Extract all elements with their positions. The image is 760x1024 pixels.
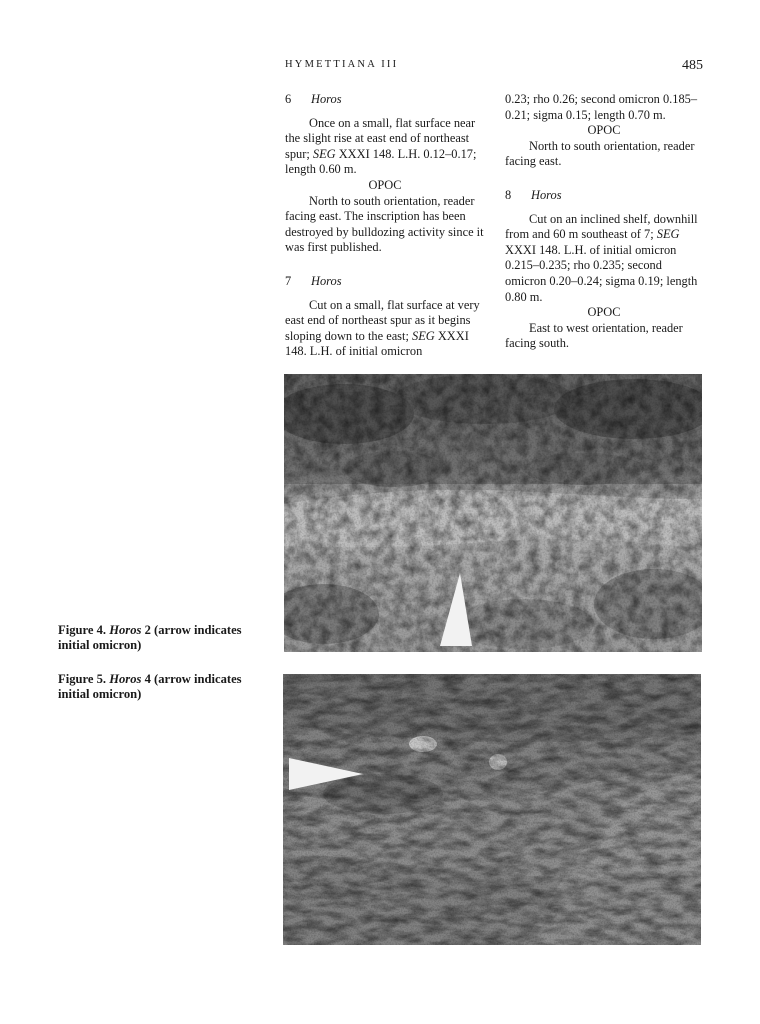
figure-5-photo xyxy=(283,674,701,945)
figure-5-caption: Figure 5. Horos 4 (arrow indicates initial omicron) xyxy=(58,672,242,702)
text-column-right xyxy=(505,92,703,352)
entry-8-orientation: East to west orientation, reader facing south. xyxy=(505,320,683,351)
entry-7-heading xyxy=(285,274,485,290)
entry-6-opoc: OPOC xyxy=(368,177,402,192)
entry-title: Horos xyxy=(531,187,562,202)
entry-number: 8 xyxy=(505,187,512,202)
entry-7-description-continued: 0.23; rho 0.26; second omicron 0.185–0.21; sigma 0.15; length 0.70 m. xyxy=(505,92,698,122)
entry-6-description: Once on a small, flat surface near the slight rise at east end of northeast spur; SEG XXXI 148. L.H. 0.12–0.17; length 0.60 m. xyxy=(285,115,477,177)
figure-4-caption: Figure 4. Horos 2 (arrow indicates initial omicron) xyxy=(58,623,242,653)
entry-number: 7 xyxy=(285,273,292,288)
entry-title: Horos xyxy=(311,273,342,288)
entry-7-orientation: North to south orientation, reader facing east. xyxy=(505,138,695,169)
entry-7-opoc: OPOC xyxy=(587,123,621,138)
entry-6-heading xyxy=(285,92,485,108)
entry-7-description: Cut on a small, flat surface at very east end of northeast spur as it begins sloping down to the east; SEG XXXI 148. L.H. of initial omicron xyxy=(285,297,480,359)
entry-title: Horos xyxy=(311,92,342,106)
running-head: HYMETTIANA III xyxy=(285,59,399,70)
page-number: 485 xyxy=(682,58,703,73)
entry-8-description: Cut on an inclined shelf, downhill from and 60 m southeast of 7; SEG XXXI 148. L.H. of initial omicron 0.215–0.235; rho 0.235; second omicron 0.20–0.24; sigma 0.19; length 0.80 m. xyxy=(505,211,698,304)
entry-8-heading xyxy=(505,188,703,204)
entry-6-orientation: North to south orientation, reader facing east. The inscription has been destroyed by bulldozing activity since it was first published. xyxy=(285,193,484,255)
entry-8-opoc: OPOC xyxy=(587,305,621,320)
text-column-left xyxy=(285,92,485,360)
entry-number: 6 xyxy=(285,92,292,106)
figure-4-photo xyxy=(284,374,702,652)
